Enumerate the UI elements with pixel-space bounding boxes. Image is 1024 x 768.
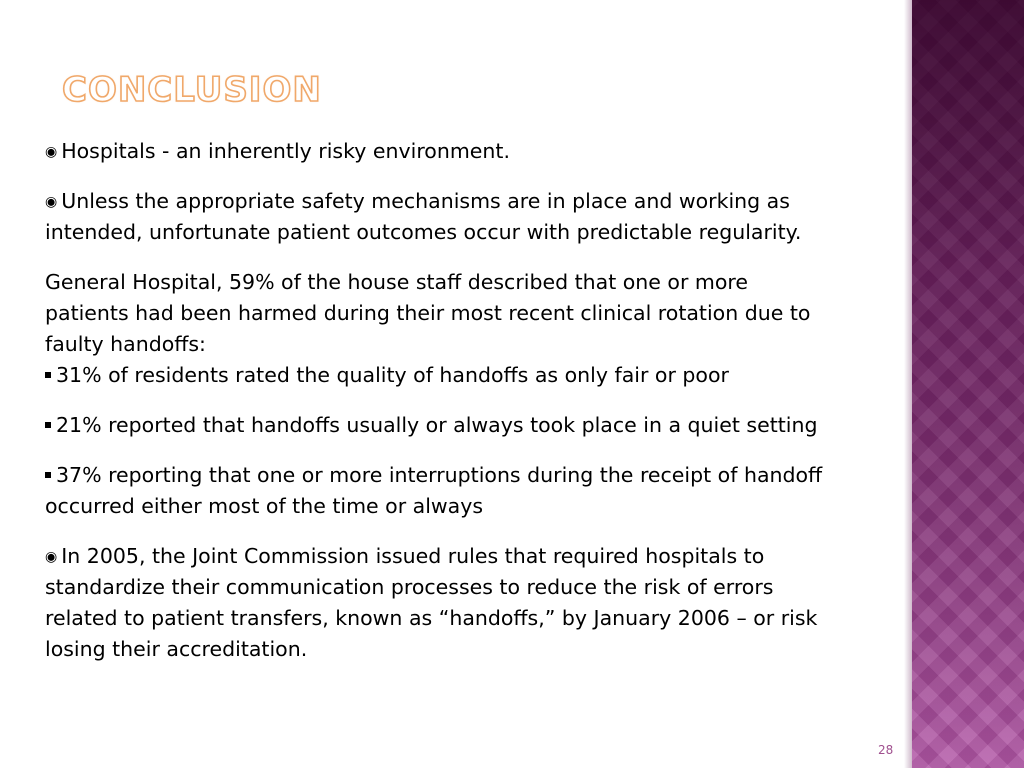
circle-bullet-icon: ◉ [45,194,58,210]
square-bullet-icon [45,422,51,428]
circle-bullet-icon: ◉ [45,549,58,565]
slide-title: CONCLUSION [62,70,322,110]
page-number: 28 [878,743,894,757]
sub-bullet-item [45,360,835,391]
square-bullet-icon [45,372,51,378]
sub-bullet-text: 31% of residents rated the quality of handoffs as only fair or poor [56,363,729,387]
decorative-side-band [912,0,1024,768]
sub-bullet-item [45,460,835,522]
side-band-edge [904,0,912,768]
sub-bullet-item [45,410,835,441]
square-bullet-icon [45,472,51,478]
sub-bullet-text: 37% reporting that one or more interruptions during the receipt of handoff occurred either most of the time or always [45,463,823,518]
sub-bullet-text: 21% reported that handoffs usually or always took place in a quiet setting [56,413,818,437]
bullet-text: Unless the appropriate safety mechanisms are in place and working as intended, unfortunate patient outcomes occur with predictable regularity. [45,189,802,244]
circle-bullet-icon: ◉ [45,144,58,160]
bullet-item [45,136,835,167]
bullet-text: Hospitals - an inherently risky environment. [61,139,510,163]
paragraph-text: General Hospital, 59% of the house staff described that one or more patients had been harmed during their most recent clinical rotation due to faulty handoffs: [45,270,811,356]
slide-content [45,136,835,665]
bullet-text: In 2005, the Joint Commission issued rules that required hospitals to standardize their communication processes to reduce the risk of errors related to patient transfers, known as “handoffs,” by January 2006 – or risk losing their accreditation. [45,544,818,661]
bullet-item [45,186,835,248]
bullet-item [45,541,835,665]
